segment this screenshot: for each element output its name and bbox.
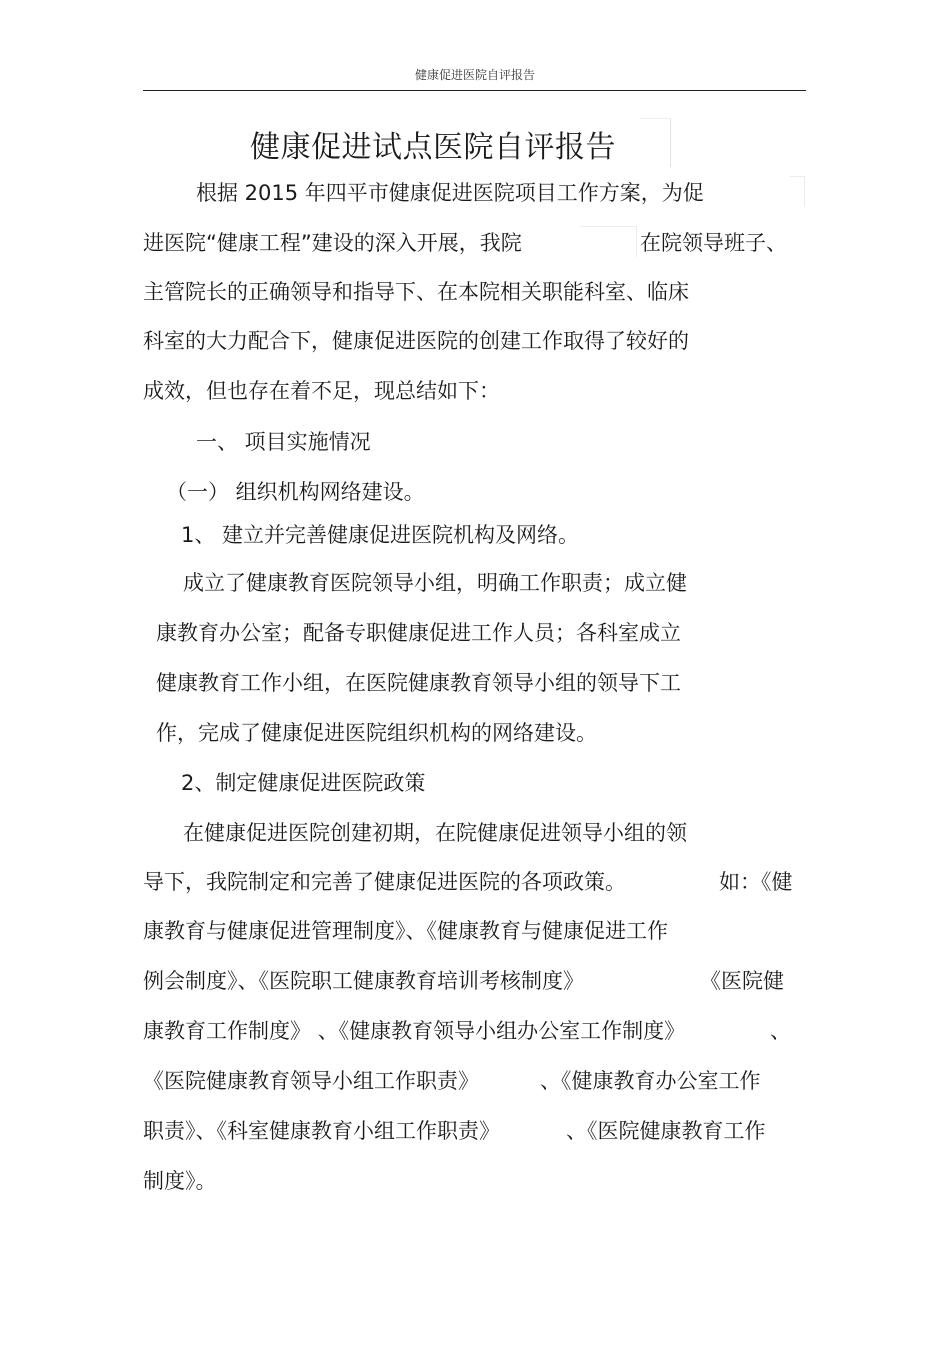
paragraph-line: 健康教育工作小组，在医院健康教育领导小组的领导下工 bbox=[156, 671, 681, 695]
paragraph-line: 在院领导班子、 bbox=[640, 231, 787, 255]
header-rule bbox=[143, 90, 806, 91]
paragraph-line: 如：《健 bbox=[719, 870, 793, 894]
item-heading: 2、制定健康促进医院政策 bbox=[181, 771, 426, 795]
paragraph-line: 在健康促进医院创建初期，在院健康促进领导小组的领 bbox=[183, 821, 687, 845]
line-frame bbox=[580, 226, 637, 257]
paragraph-line: 导下，我院制定和完善了健康促进医院的各项政策。 bbox=[143, 870, 626, 894]
paragraph-line: 作，完成了健康促进医院组织机构的网络建设。 bbox=[156, 721, 597, 745]
paragraph-line: 主管院长的正确领导和指导下、在本院相关职能科室、临床 bbox=[143, 280, 689, 304]
paragraph-line: 、 bbox=[770, 1019, 791, 1043]
paragraph-line: 科室的大力配合下，健康促进医院的创建工作取得了较好的 bbox=[143, 329, 689, 353]
paragraph-line: 、《医院健康教育工作 bbox=[566, 1119, 766, 1143]
paragraph-line: 康教育工作制度》 、《健康教育领导小组办公室工作制度》 bbox=[143, 1019, 686, 1043]
line-frame bbox=[790, 176, 805, 207]
paragraph-line: 职责》、《科室健康教育小组工作职责》 bbox=[143, 1119, 500, 1143]
paragraph-line: 例会制度》、《医院职工健康教育培训考核制度》 bbox=[143, 969, 584, 993]
paragraph-line: 、《健康教育办公室工作 bbox=[540, 1069, 761, 1093]
paragraph-line: 成立了健康教育医院领导小组，明确工作职责；成立健 bbox=[183, 571, 687, 595]
paragraph-line: 《医院健 bbox=[700, 969, 784, 993]
paragraph-line: 康教育办公室；配备专职健康促进工作人员；各科室成立 bbox=[156, 621, 681, 645]
paragraph-line: 制度》。 bbox=[143, 1169, 217, 1193]
paragraph-line: 成效，但也存在着不足，现总结如下： bbox=[143, 379, 500, 403]
paragraph-line: 根据 2015 年四平市健康促进医院项目工作方案，为促 bbox=[196, 181, 704, 205]
item-heading: 1、 建立并完善健康促进医院机构及网络。 bbox=[181, 523, 580, 547]
section-heading: 一、 项目实施情况 bbox=[196, 430, 371, 454]
title-frame bbox=[640, 118, 671, 167]
subsection-heading: （一） 组织机构网络建设。 bbox=[166, 480, 425, 504]
paragraph-line: 进医院“健康工程”建设的深入开展，我院 bbox=[143, 231, 522, 255]
document-title: 健康促进试点医院自评报告 bbox=[250, 130, 616, 165]
paragraph-line: 康教育与健康促进管理制度》、《健康教育与健康促进工作 bbox=[143, 919, 668, 943]
paragraph-line: 《医院健康教育领导小组工作职责》 bbox=[143, 1069, 479, 1093]
running-header: 健康促进医院自评报告 bbox=[414, 68, 535, 82]
